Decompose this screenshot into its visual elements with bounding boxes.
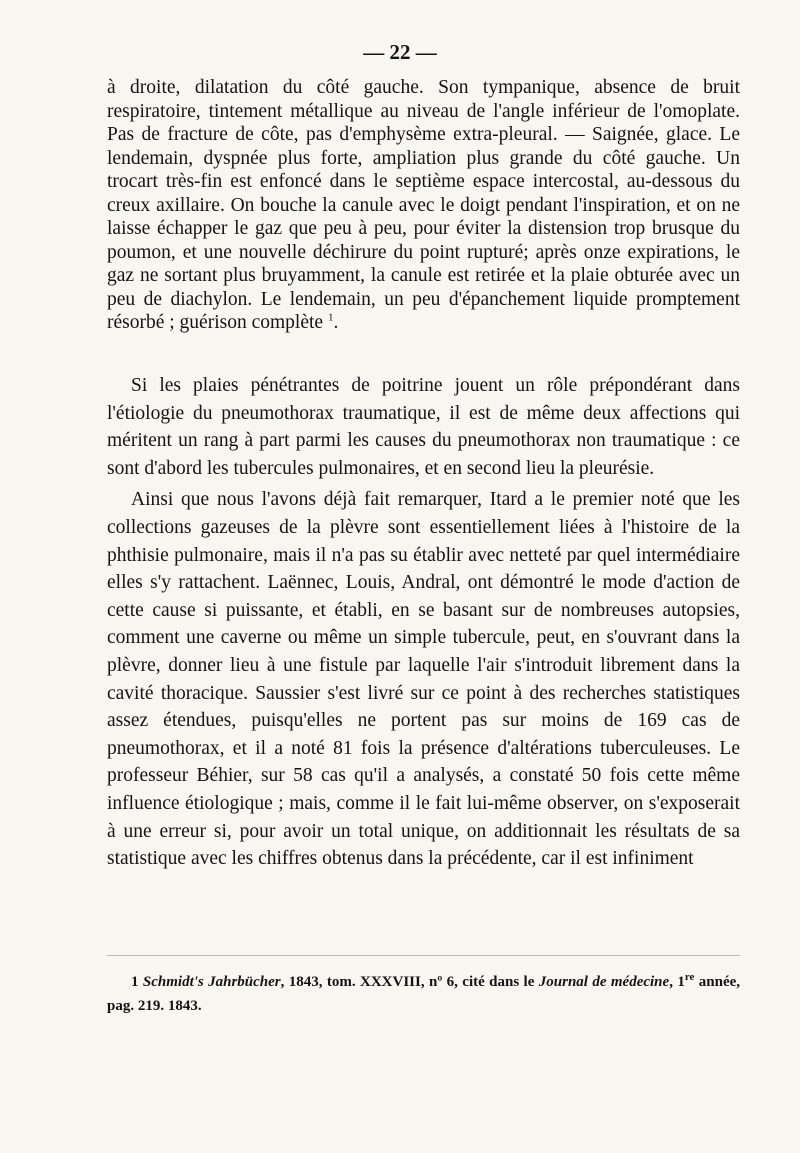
footnote (107, 970, 740, 1018)
footnote-mark: 1 (131, 974, 139, 990)
main-text (107, 372, 740, 873)
footnote-year-number: 1 (677, 974, 685, 990)
footnote-journal: Journal de médecine (538, 974, 670, 990)
footnote-details: , 1843, tom. XXXVIII, nº 6, cité dans le (280, 974, 539, 990)
footnote-source: Schmidt's Jahrbücher (142, 974, 281, 990)
paragraph-etiology: Si les plaies pénétrantes de poitrine jouent un rôle prépondérant dans l'étiologie du pneumothorax traumatique, il est de même deux affections qui méritent un rang à part parmi les causes du pneumothorax non traumatique : ce sont d'abord les tubercules pulmonaires, et en second lieu la pleurésie. (107, 375, 740, 479)
paragraph-phthisis: Ainsi que nous l'avons déjà fait remarquer, Itard a le premier noté que les collections gazeuses de la plèvre sont essentiellement liées à l'histoire de la phthisie pulmonaire, mais il n'a pas su établir avec netteté par quel intermédiaire elles s'y rattachent. Laënnec, Louis, Andral, ont démontré le mode d'action de cette cause si puissante, et établi, en se basant sur de nombreuses autopsies, comment une caverne ou même un simple tubercule, peut, en s'ouvrant dans la plèvre, donner lieu à une fistule par laquelle l'air s'introduit librement dans la cavité thoracique. Saussier s'est livré sur ce point à des recherches statistiques assez étendues, puisqu'elles ne portent pas sur moins de 169 cas de pneumothorax, et il a noté 81 fois la présence d'altérations tuberculeuses. Le professeur Béhier, sur 58 cas qu'il a analysés, a constaté 50 fois cette même influence étiologique ; mais, comme il le fait lui-même observer, on s'exposerait à une erreur si, pour avoir un total unique, on additionnait les résultats de sa statistique avec les chiffres obtenus dans la précédente, car il est infiniment (107, 489, 740, 870)
paragraph-end: . (333, 312, 339, 333)
footnote-divider (107, 955, 740, 956)
footnote-reference: 1 (327, 311, 334, 324)
paragraph-text: à droite, dilatation du côté gauche. Son tympanique, absence de bruit respiratoire, tintement métallique au niveau de l'angle inférieur de l'omoplate. Pas de fracture de côte, pas d'emphysème extra-pleural. — Saignée, glace. Le lendemain, dyspnée plus forte, ampliation plus grande du côté gauche. Un trocart très-fin est enfoncé dans le septième espace intercostal, au-dessous du creux axillaire. On bouche la canule avec le doigt pendant l'inspiration, et on ne laisse échapper le gaz que peu à peu, pour éviter la distension trop brusque du poumon, et une nouvelle déchirure du point rupturé; après onze expirations, le gaz ne sortant plus bruyamment, la canule est retirée et la plaie obturée avec un peu de diachylon. Le lendemain, un peu d'épanchement liquide promptement résorbé ; guérison complète (107, 77, 740, 333)
footnote-year-prefix: , (669, 974, 678, 990)
footnote-year-superscript: re (684, 971, 695, 983)
page-number: — 22 — (363, 40, 437, 64)
paragraph-case-report (107, 76, 740, 335)
footnote-tail: année, pag. 219. 1843. (107, 974, 741, 1014)
continued-paragraph (107, 76, 740, 335)
